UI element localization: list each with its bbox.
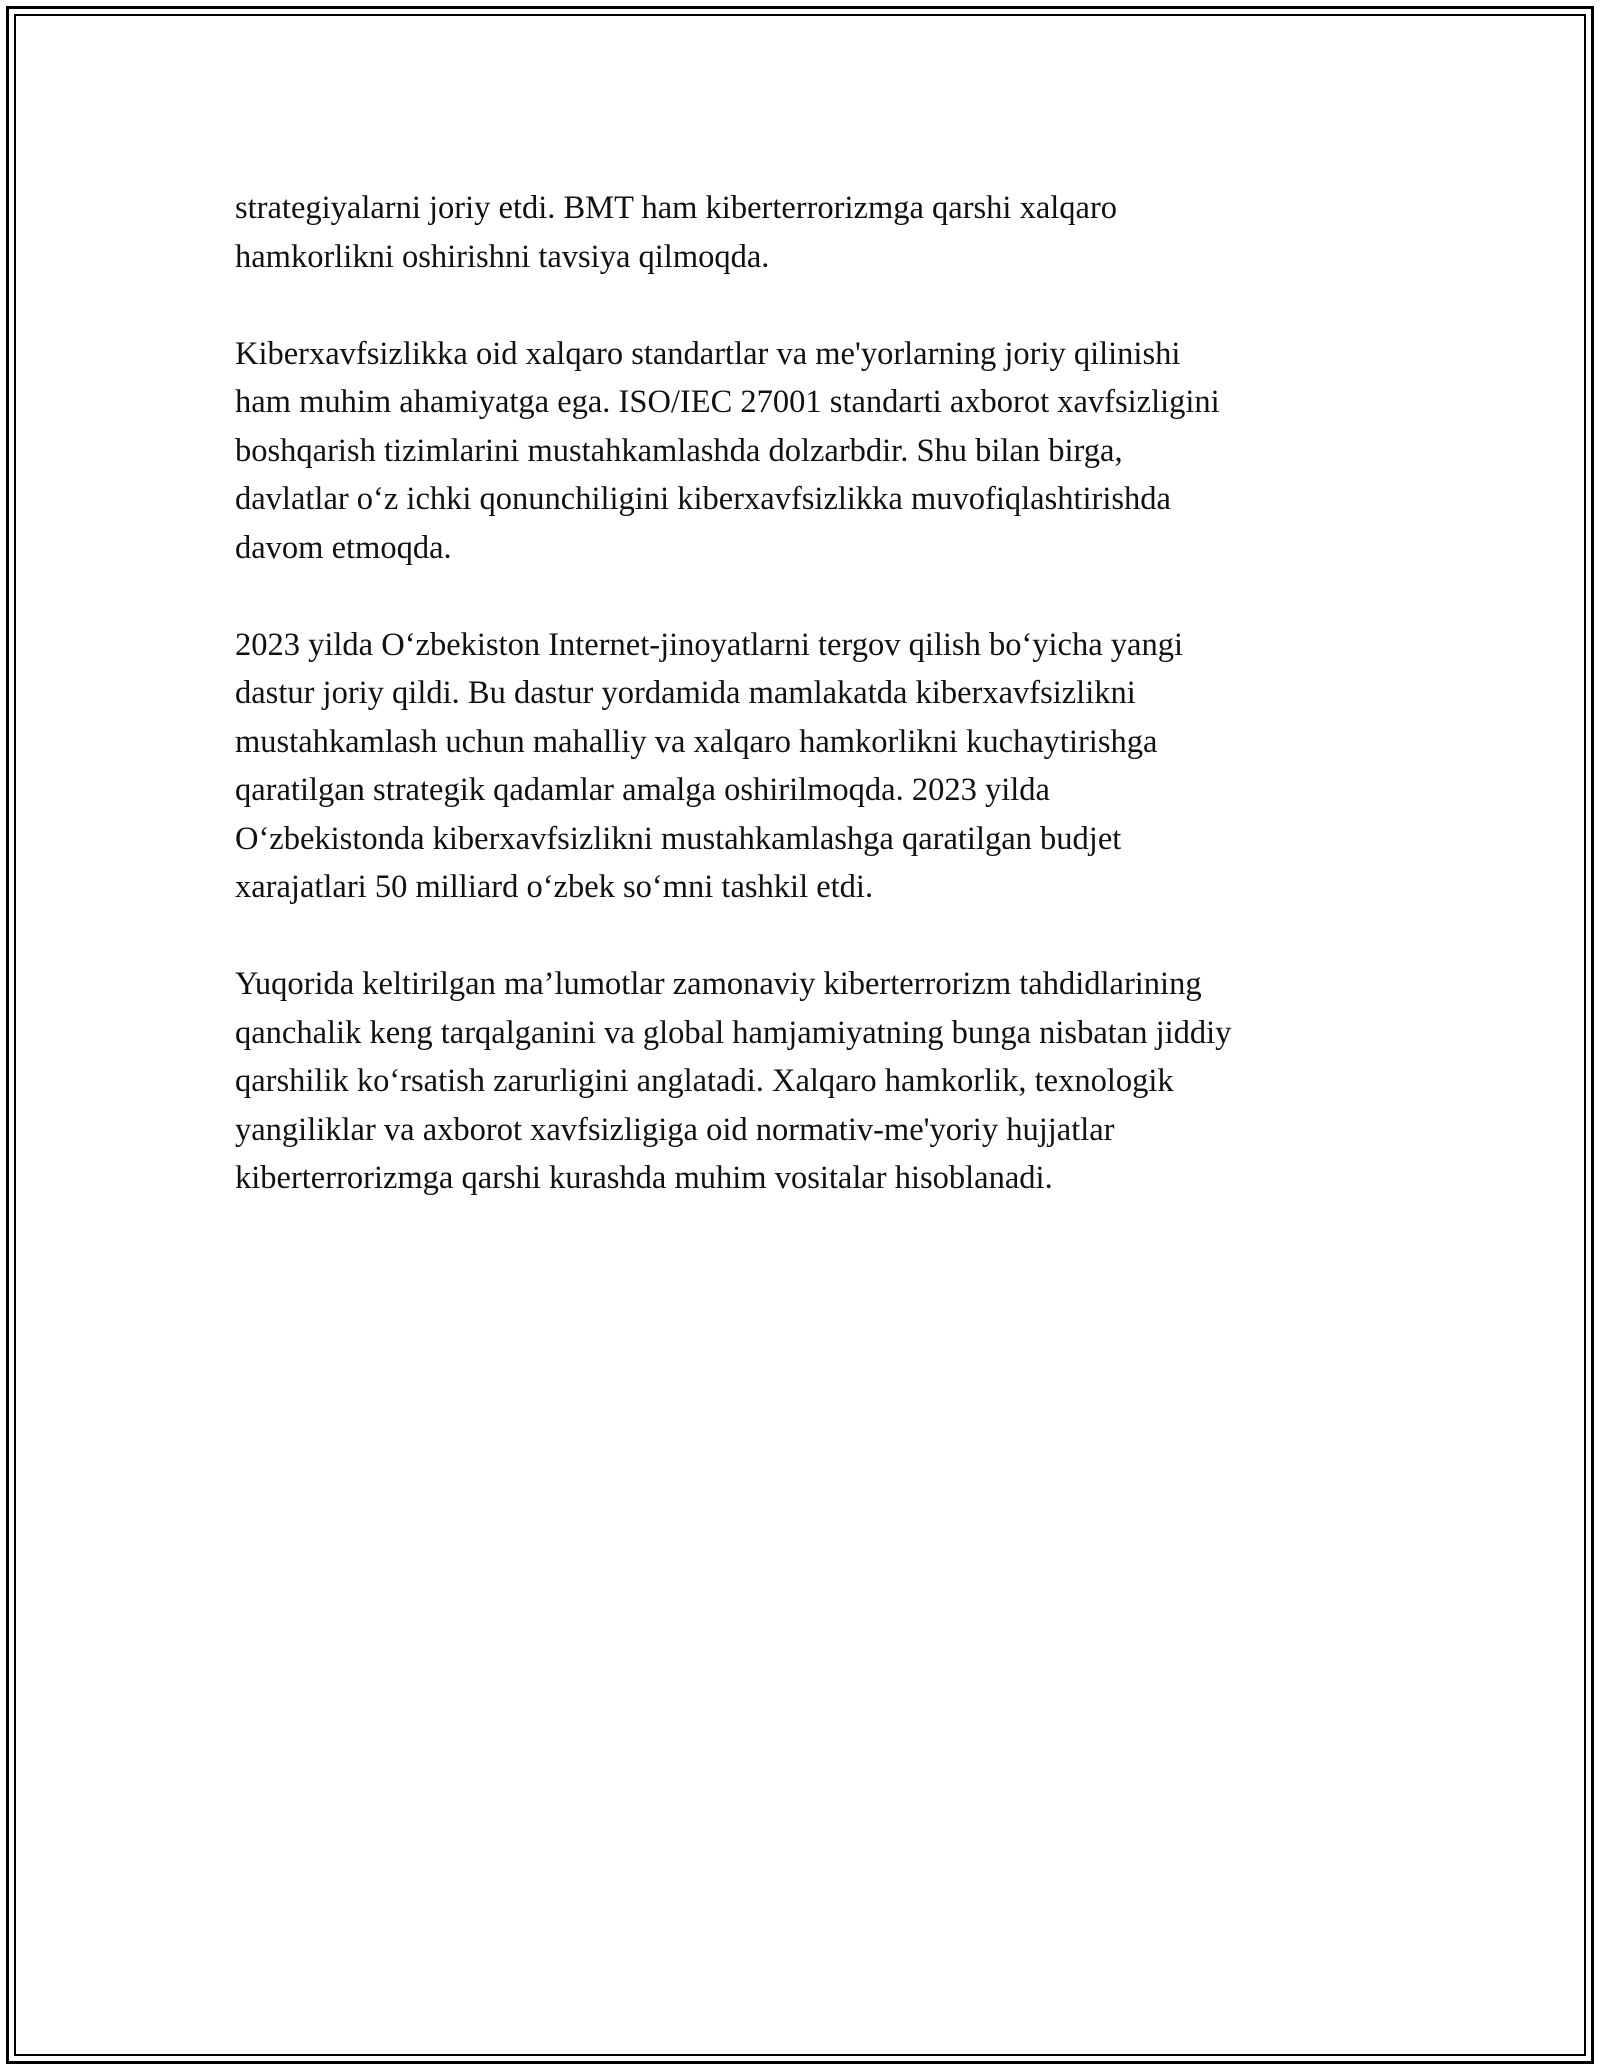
paragraph-international-strategies: strategiyalarni joriy etdi. BMT ham kiberterrorizmga qarshi xalqaro hamkorlikni oshirishni tavsiya qilmoqda. — [235, 190, 1118, 275]
document-body — [235, 184, 1375, 1251]
paragraph-uzbekistan-program: 2023 yilda O‘zbekiston Internet-jinoyatlarni tergov qilish bo‘yicha yangi dastur joriy qildi. Bu dastur yordamida mamlakatda kiberxavfsizlikni mustahkamlash uchun mahalliy va xalqaro hamkorlikni kuchaytirishga qaratilgan strategik qadamlar amalga oshirilmoqda. 2023 yilda O‘zbekistonda kiberxavfsizlikni mustahkamlashga qaratilgan budjet xarajatlari 50 milliard o‘zbek so‘mni tashkil etdi. — [235, 626, 1183, 905]
paragraph-conclusion: Yuqorida keltirilgan ma’lumotlar zamonaviy kiberterrorizm tahdidlarining qanchalik keng tarqalganini va global hamjamiyatning bunga nisbatan jiddiy qarshilik ko‘rsatish zarurligini anglatadi. Xalqaro hamkorlik, texnologik yangiliklar va axborot xavfsizligiga oid normativ-me'yoriy hujjatlar kiberterrorizmga qarshi kurashda muhim vositalar hisoblanadi. — [235, 966, 1232, 1196]
paragraph-cybersecurity-standards: Kiberxavfsizlikka oid xalqaro standartlar va me'yorlarning joriy qilinishi ham muhim ahamiyatga ega. ISO/IEC 27001 standarti axborot xavfsizligini boshqarish tizimlarini mustahkamlashda dolzarbdir. Shu bilan birga, davlatlar o‘z ichki qonunchiligini kiberxavfsizlikka muvofiqlashtirishda davom etmoqda. — [235, 335, 1220, 566]
